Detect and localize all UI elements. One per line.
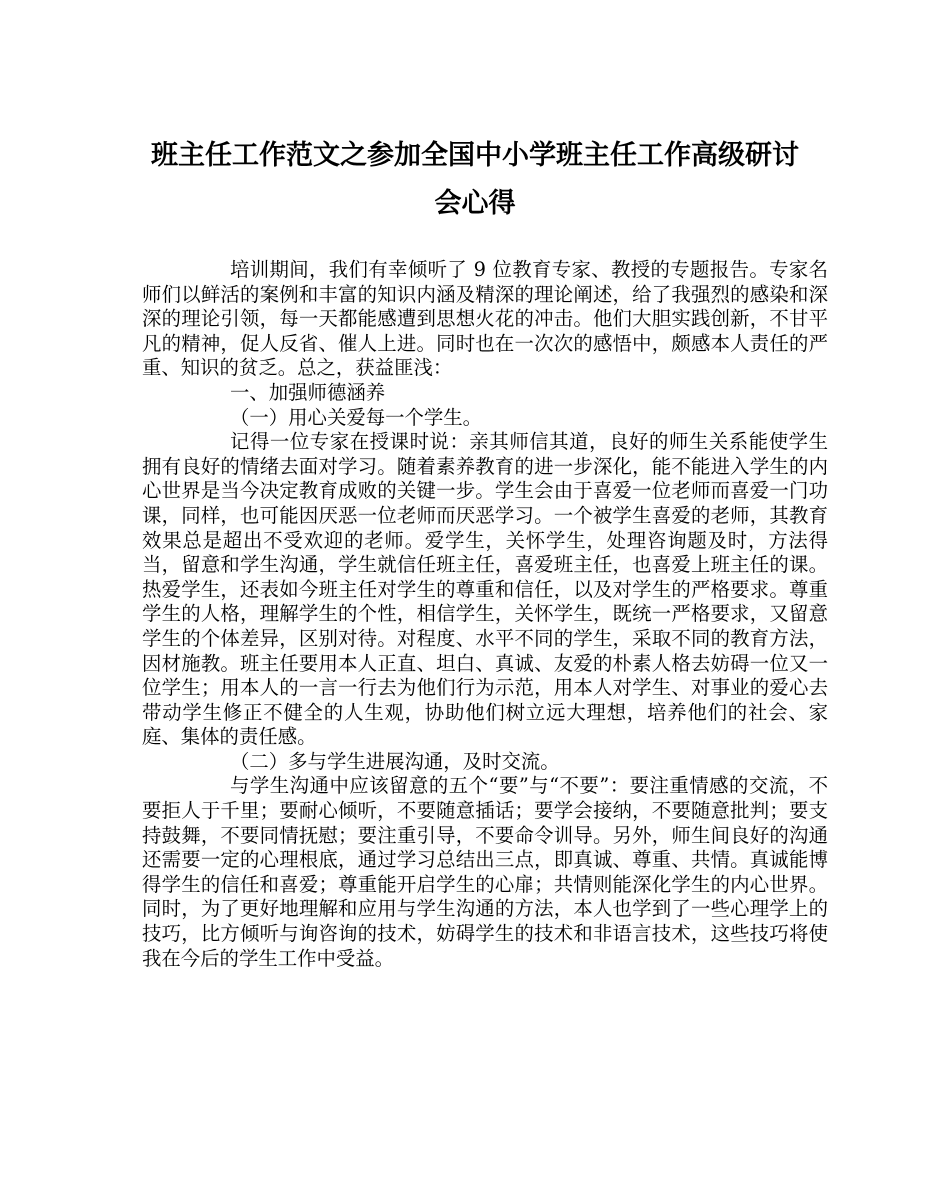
intro-paragraph: 培训期间，我们有幸倾听了 9 位教育专家、教授的专题报告。专家名师们以鲜活的案例和丰富的知识内涵及精深的理论阐述，给了我强烈的感染和深深的理论引领，每一天都能感遭到思想火花的冲击。他们大胆实践创新，不甘平凡的精神，促人反省、催人上进。同时也在一次次的感悟中，颇感本人责任的严重、知识的贫乏。总之，获益匪浅： <box>142 258 828 380</box>
subsection-heading-1: （一）用心关爱每一个学生。 <box>230 405 483 429</box>
subsection-1-paragraph: 记得一位专家在授课时说：亲其师信其道，良好的师生关系能使学生拥有良好的情绪去面对学习。随着素养教育的进一步深化，能不能进入学生的内心世界是当今决定教育成败的关键一步。学生会由于喜爱一位老师而喜爱一门功课，同样，也可能因厌恶一位老师而厌恶学习。一个被学生喜爱的老师，其教育效果总是超出不受欢迎的老师。爱学生，关怀学生，处理咨询题及时，方法得当，留意和学生沟通，学生就信任班主任，喜爱班主任，也喜爱上班主任的课。热爱学生，还表如今班主任对学生的尊重和信任，以及对学生的严格要求。尊重学生的人格，理解学生的个性，相信学生，关怀学生，既统一严格要求，又留意学生的个体差异，区别对待。对程度、水平不同的学生，采取不同的教育方法，因材施教。班主任要用本人正直、坦白、真诚、友爱的朴素人格去妨碍一位又一位学生；用本人的一言一行去为他们行为示范，用本人对学生、对事业的爱心去带动学生修正不健全的人生观，协助他们树立远大理想，培养他们的社会、家庭、集体的责任感。 <box>142 430 828 749</box>
section-heading: 一、加强师德涵养 <box>230 380 386 404</box>
subsection-heading-2: （二）多与学生进展沟通，及时交流。 <box>230 749 560 773</box>
subsection-2-paragraph: 与学生沟通中应该留意的五个“要”与“不要”：要注重情感的交流，不要拒人于千里；要耐心倾听，不要随意插话；要学会接纳，不要随意批判；要支持鼓舞，不要同情抚慰；要注重引导，不要命令训导。另外，师生间良好的沟通还需要一定的心理根底，通过学习总结出三点，即真诚、尊重、共情。真诚能博得学生的信任和喜爱；尊重能开启学生的心扉；共情则能深化学生的内心世界。同时，为了更好地理解和应用与学生沟通的方法，本人也学到了一些心理学上的技巧，比方倾听与询咨询的技术，妨碍学生的技术和非语言技术，这些技巧将使我在今后的学生工作中受益。 <box>142 774 828 970</box>
document-body <box>142 258 828 971</box>
document-title-line-1: 班主任工作范文之参加全国中小学班主任工作高级研讨 <box>151 140 799 171</box>
document-title-line-2: 会心得 <box>434 188 516 219</box>
